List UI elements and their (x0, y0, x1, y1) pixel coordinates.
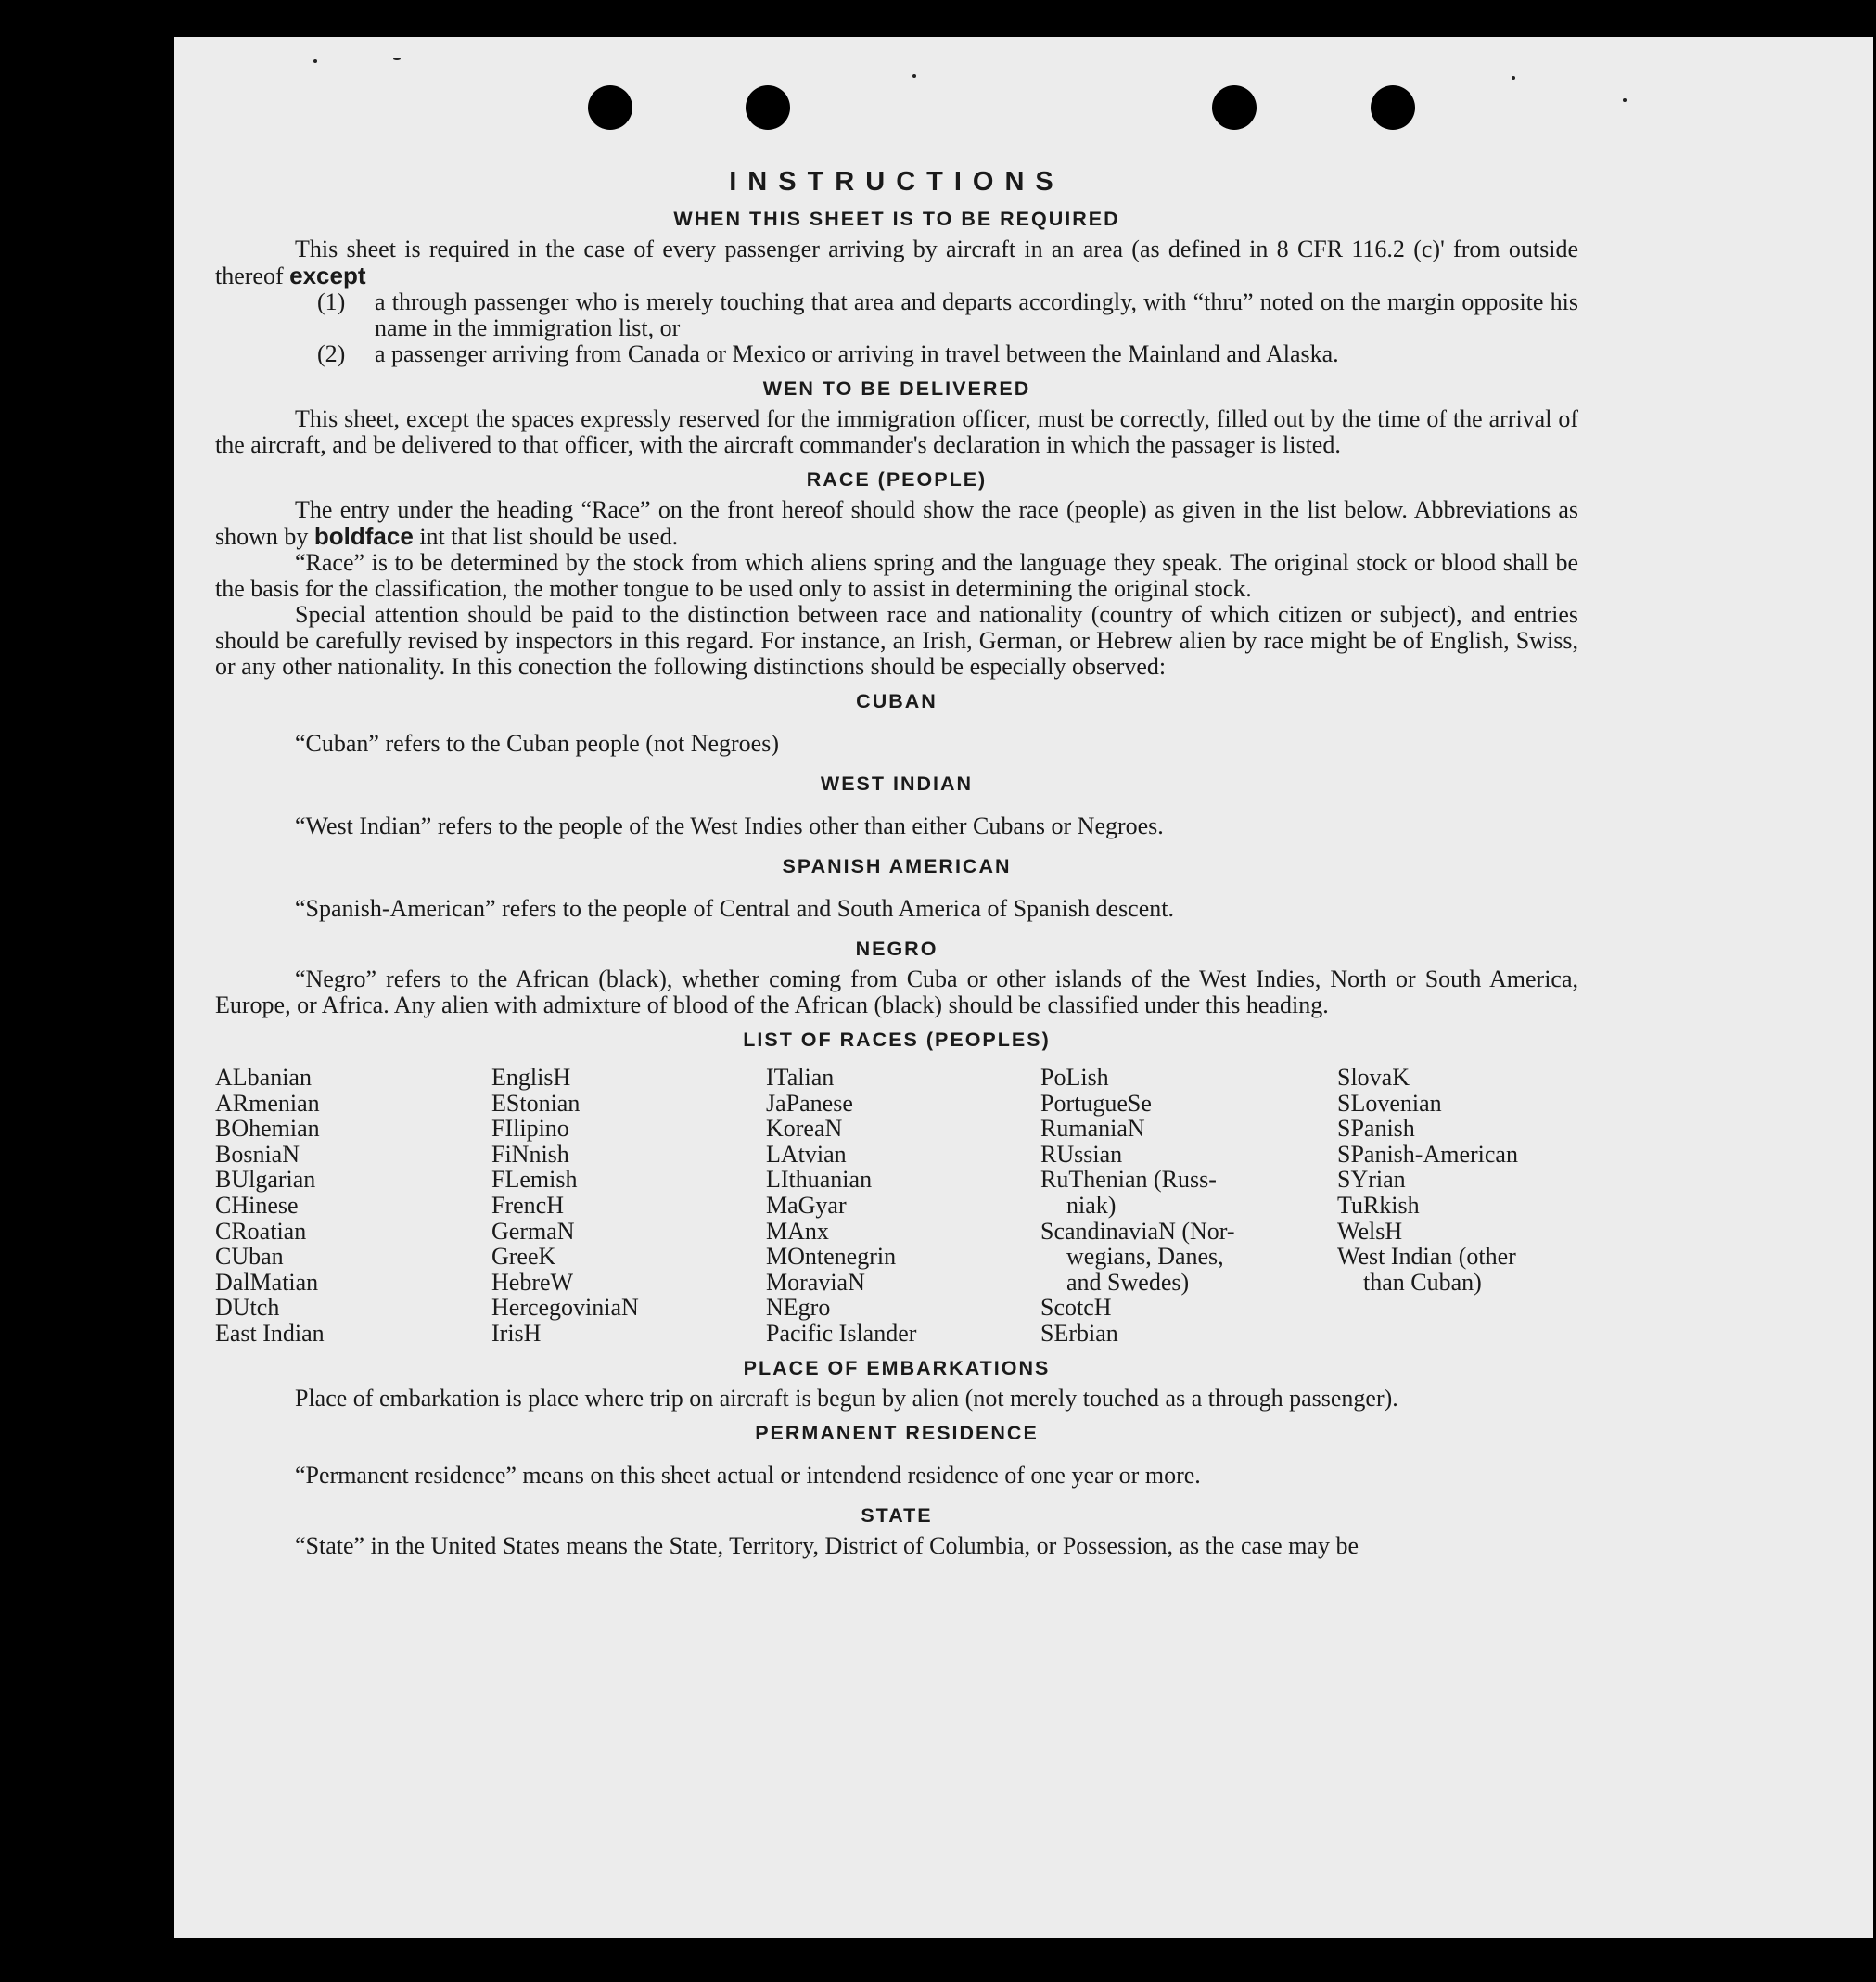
race-item: DUtch (215, 1294, 280, 1322)
speck (1623, 98, 1627, 102)
race-item: FLemish (491, 1166, 578, 1194)
item-number: (1) (317, 288, 346, 315)
race-item: CRoatian (215, 1217, 307, 1245)
punch-hole (588, 85, 632, 130)
race-column (1040, 1065, 1337, 1347)
race-item: IrisH (491, 1319, 542, 1347)
race-item: PoLish (1040, 1064, 1109, 1091)
race-item: than Cuban) (1363, 1268, 1482, 1296)
residence-text: “Permanent residence” means on this sheet actual or intendend residence of one year or more. (295, 1461, 1201, 1489)
heading-required: WHEN THIS SHEET IS TO BE REQUIRED (673, 208, 1120, 230)
race-item: RuThenian (Russ- (1040, 1166, 1217, 1194)
race-column (1337, 1065, 1578, 1347)
race-item: RumaniaN (1040, 1115, 1145, 1143)
race-item: MOntenegrin (766, 1243, 897, 1271)
embarkation-text: Place of embarkation is place where trip on aircraft is begun by alien (not merely touched as a through passenger). (295, 1384, 1398, 1412)
race-item: and Swedes) (1066, 1268, 1190, 1296)
speck (393, 58, 401, 60)
west-indian-text: “West Indian” refers to the people of the West Indies other than either Cubans or Negroes. (295, 812, 1164, 839)
race-item: KoreaN (766, 1115, 843, 1143)
heading-west-indian: WEST INDIAN (820, 773, 974, 795)
heading-embarkation: PLACE OF EMBARKATIONS (743, 1356, 1051, 1379)
punch-hole (1212, 85, 1257, 130)
race-item: JaPanese (766, 1089, 853, 1117)
race-item: FIlipino (491, 1115, 569, 1143)
speck (912, 74, 916, 78)
race-item: GermaN (491, 1217, 575, 1245)
race-item: EnglisH (491, 1064, 571, 1091)
page-title: INSTRUCTIONS (729, 167, 1065, 197)
heading-race: RACE (PEOPLE) (806, 468, 988, 491)
race-item: ARmenian (215, 1089, 320, 1117)
race-item: CHinese (215, 1191, 299, 1219)
race-item: SErbian (1040, 1319, 1118, 1347)
race-item: SPanish-American (1337, 1140, 1518, 1168)
heading-state: STATE (861, 1503, 933, 1527)
race-item: MaGyar (766, 1191, 847, 1219)
negro-text: “Negro” refers to the African (black), whether coming from Cuba or other islands of the West Indies, North or South America, Europe, or Africa. Any alien with admixture of blood of the African (black) should be classified under this heading. (215, 965, 1578, 1018)
race-item: PortugueSe (1040, 1089, 1152, 1117)
race-item: BOhemian (215, 1115, 320, 1143)
heading-cuban: CUBAN (856, 690, 938, 712)
race-paragraph-1: The entry under the heading “Race” on the front hereof should show the race (people) as given in the list below. Abbreviations as shown by boldface int that list should be used. (215, 496, 1578, 550)
race-item: SPanish (1337, 1115, 1415, 1143)
race-item: HebreW (491, 1268, 574, 1296)
race-item: DalMatian (215, 1268, 319, 1296)
race-item: niak) (1066, 1191, 1117, 1219)
race-column (766, 1065, 1040, 1347)
race-item: wegians, Danes, (1066, 1243, 1224, 1271)
race-item: ScotcH (1040, 1294, 1112, 1322)
race-item: FrencH (491, 1191, 564, 1219)
race-item: MoraviaN (766, 1268, 865, 1296)
race-item: TuRkish (1337, 1191, 1420, 1219)
race-item: SYrian (1337, 1166, 1406, 1194)
item-text: a through passenger who is merely touching that area and departs accordingly, with “thru” noted on the margin opposite his name in the immigration list, or (375, 288, 1578, 341)
race-column (491, 1065, 766, 1347)
item-text: a passenger arriving from Canada or Mexico or arriving in travel between the Mainland and Alaska. (375, 340, 1339, 367)
delivered-text: This sheet, except the spaces expressly reserved for the immigration officer, must be correctly, filled out by the time of the arrival of the aircraft, and be delivered to that officer, with the aircraft commander's declaration in which the passager is listed. (215, 405, 1578, 458)
race-paragraph-2: “Race” is to be determined by the stock from which aliens spring and the language they speak. The original stock or blood shall be the basis for the classification, the mother tongue to be used only to assist in determining the original stock. (215, 549, 1578, 602)
race-item: RUssian (1040, 1140, 1123, 1168)
race-item: East Indian (215, 1319, 325, 1347)
race-item: FiNnish (491, 1140, 569, 1168)
race-item: HercegoviniaN (491, 1294, 639, 1322)
required-intro: This sheet is required in the case of every passenger arriving by aircraft in an area (as defined in 8 CFR 116.2 (c)' from outside thereof except (215, 236, 1578, 289)
item-number: (2) (317, 340, 346, 367)
except-bold: except (289, 262, 366, 289)
race-item: CUban (215, 1243, 284, 1271)
state-text: “State” in the United States means the State, Territory, District of Columbia, or Possession, as the case may be (295, 1531, 1359, 1559)
race-item: ScandinaviaN (Nor- (1040, 1217, 1235, 1245)
speck (1512, 76, 1515, 80)
race-item: LIthuanian (766, 1166, 873, 1194)
race-item: GreeK (491, 1243, 556, 1271)
boldface-word: boldface (313, 522, 414, 550)
punch-hole (1371, 85, 1415, 130)
race-item: EStonian (491, 1089, 581, 1117)
spanish-american-text: “Spanish-American” refers to the people of Central and South America of Spanish descent. (295, 895, 1174, 922)
heading-spanish-american: SPANISH AMERICAN (782, 855, 1012, 877)
heading-delivered: WEN TO BE DELIVERED (762, 377, 1031, 400)
race-item: MAnx (766, 1217, 829, 1245)
race-item: BUlgarian (215, 1166, 316, 1194)
cuban-text: “Cuban” refers to the Cuban people (not Negroes) (295, 730, 779, 757)
list-item (215, 341, 1578, 367)
document-page (174, 37, 1873, 1938)
race-list (215, 1065, 1578, 1347)
heading-list-of-races: LIST OF RACES (PEOPLES) (743, 1029, 1051, 1051)
race-item: SlovaK (1337, 1064, 1410, 1091)
list-item (215, 289, 1578, 341)
instructions-content (215, 167, 1578, 1559)
heading-residence: PERMANENT RESIDENCE (755, 1421, 1039, 1444)
race-paragraph-3: Special attention should be paid to the distinction between race and nationality (country of which citizen or subject), and entries should be carefully revised by inspectors in this regard. For instance, an Irish, German, or Hebrew alien by race might be of English, Swiss, or any other nationality. In this conection the following distinctions should be especially observed: (215, 601, 1578, 680)
race-item: NEgro (766, 1294, 831, 1322)
heading-negro: NEGRO (855, 938, 938, 960)
race-item: BosniaN (215, 1140, 300, 1168)
race-item: LAtvian (766, 1140, 847, 1168)
punch-hole (746, 85, 790, 130)
race-item: Pacific Islander (766, 1319, 917, 1347)
race-column (215, 1065, 491, 1347)
race-item: ITalian (766, 1064, 835, 1091)
speck (313, 59, 317, 63)
race-item: SLovenian (1337, 1089, 1442, 1117)
race-item: West Indian (other (1337, 1243, 1516, 1271)
race-item: WelsH (1337, 1217, 1403, 1245)
race-item: ALbanian (215, 1064, 312, 1091)
